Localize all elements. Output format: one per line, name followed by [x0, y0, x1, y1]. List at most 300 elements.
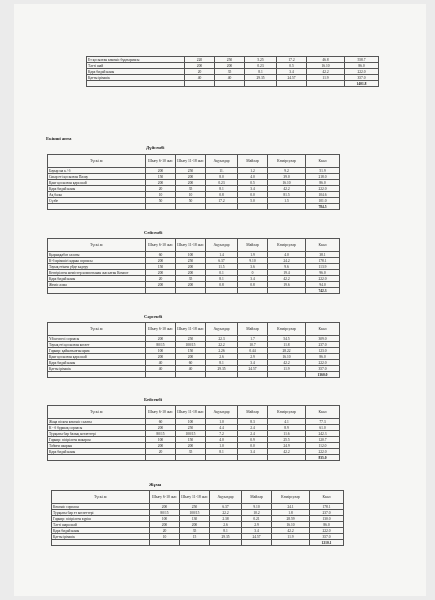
- table-cell: 10.2: [242, 510, 272, 516]
- table-cell: 22.2: [210, 510, 242, 516]
- table-cell: 86.0: [310, 522, 344, 528]
- table-cell: 242.3: [306, 431, 340, 437]
- table-cell: Қара бидай наны: [48, 449, 146, 455]
- table-cell: 8.3: [238, 419, 268, 425]
- table-cell: 222.0: [310, 528, 344, 534]
- table-cell: 113.9: [306, 264, 340, 270]
- table-cell: 10.7: [238, 342, 268, 348]
- table-cell: 250: [176, 258, 206, 264]
- table-cell: 39.0: [268, 174, 306, 180]
- table-cell: 200: [146, 258, 176, 264]
- table-cell: 1.2: [238, 168, 268, 174]
- table-cell: 5.0: [238, 198, 268, 204]
- table-cell: 112.0: [306, 443, 340, 449]
- table-cell: 10: [146, 192, 176, 198]
- table-cell: Шығу 11-18 жас: [176, 323, 206, 336]
- table-cell: 50: [146, 198, 176, 204]
- table-cell: 86.0: [345, 63, 379, 69]
- table-cell: 80/15: [150, 510, 180, 516]
- table-cell: 4.0: [268, 252, 306, 258]
- table-cell: [215, 81, 245, 87]
- table-cell: 61.0: [306, 425, 340, 431]
- table-cell: Ақуыздар: [206, 239, 238, 252]
- table-cell: Жеміс алма: [48, 282, 146, 288]
- table-cell: 150: [146, 174, 176, 180]
- table-cell: 80/15: [146, 431, 176, 437]
- total-row: [48, 204, 340, 210]
- table-cell: 220: [185, 57, 215, 63]
- table-cell: [268, 455, 306, 461]
- total-row: [87, 81, 379, 87]
- table-cell: 50: [176, 198, 206, 204]
- table-cell: Майлар: [242, 491, 272, 504]
- table-cell: 2.38: [210, 516, 242, 522]
- table-cell: 558.7: [345, 57, 379, 63]
- table-cell: 29.35: [206, 366, 238, 372]
- table-cell: К-б ирімшігі қарны сорпасы: [48, 258, 146, 264]
- table-cell: 0.1: [206, 270, 238, 276]
- table-cell: 200: [180, 522, 210, 528]
- table-cell: [238, 372, 268, 378]
- day-title: Сейсенбі: [144, 230, 163, 235]
- table-cell: 0.0: [238, 192, 268, 198]
- table-cell: [176, 455, 206, 461]
- table-cell: Ккал: [306, 323, 340, 336]
- table-cell: 237.0: [310, 510, 344, 516]
- table-cell: [185, 81, 215, 87]
- table-cell: Тәтті шара шай: [52, 522, 150, 528]
- table-cell: 1.8: [272, 510, 310, 516]
- table-cell: Ккал: [310, 491, 344, 504]
- table-cell: 200: [176, 443, 206, 449]
- table-cell: 2.6: [206, 354, 238, 360]
- table-cell: Қант қосылған қара шай: [48, 180, 146, 186]
- table-cell: 3.4: [238, 186, 268, 192]
- table-cell: 1.7: [238, 336, 268, 342]
- table-cell: 120.7: [306, 437, 340, 443]
- table-cell: 222.0: [345, 69, 379, 75]
- table-cell: Ақуыздар: [206, 155, 238, 168]
- table-cell: 16.10: [307, 63, 345, 69]
- table-cell: 218.0: [306, 174, 340, 180]
- menu-table: [47, 238, 340, 294]
- table-cell: 35: [180, 528, 210, 534]
- table-cell: 8.1: [210, 528, 242, 534]
- header-row: [48, 406, 340, 419]
- table-cell: 1210.1: [310, 540, 344, 546]
- table-cell: 8.1: [206, 449, 238, 455]
- table-cell: 200: [176, 180, 206, 186]
- table-cell: [272, 540, 310, 546]
- table-cell: 200: [146, 282, 176, 288]
- day-title: Сәрсенбі: [144, 314, 163, 319]
- table-cell: 3.6: [238, 264, 268, 270]
- header-row: [48, 155, 340, 168]
- table-cell: 200: [146, 270, 176, 276]
- table-cell: 4.4: [206, 425, 238, 431]
- table-cell: 2.6: [210, 522, 242, 528]
- table-cell: [268, 204, 306, 210]
- table-cell: 2.26: [206, 348, 238, 354]
- table-cell: 24.57: [242, 534, 272, 540]
- table-cell: 17.2: [277, 57, 307, 63]
- table-cell: 3.4: [242, 528, 272, 534]
- table-cell: Ақуыздар: [210, 491, 242, 504]
- table-cell: 222.0: [306, 186, 340, 192]
- table-cell: Түскі ас: [48, 155, 146, 168]
- table-cell: 20: [146, 276, 176, 282]
- table-cell: 19.6: [268, 282, 306, 288]
- table-cell: Қара бидай наны: [48, 276, 146, 282]
- table-cell: 100: [150, 516, 180, 522]
- table-cell: 200: [146, 180, 176, 186]
- table-cell: 357.0: [310, 534, 344, 540]
- table-cell: Көмірсулар: [268, 239, 306, 252]
- table-cell: 100: [176, 419, 206, 425]
- table-cell: 0.8: [206, 282, 238, 288]
- table-cell: [268, 288, 306, 294]
- table-cell: 7.2: [206, 431, 238, 437]
- table-cell: 8.1: [206, 186, 238, 192]
- table-cell: 6.37: [206, 258, 238, 264]
- total-row: [48, 372, 340, 378]
- table-cell: Қырыққабат салаты: [48, 252, 146, 258]
- table-cell: Түскі ас: [48, 406, 146, 419]
- table-cell: Түскі ас: [48, 239, 146, 252]
- table-cell: 24.57: [277, 75, 307, 81]
- table-cell: Қара бидай наны: [48, 360, 146, 366]
- table-cell: 16.10: [272, 522, 310, 528]
- table-cell: 20: [185, 69, 215, 75]
- menu-table-continued: [86, 56, 379, 87]
- table-cell: 17.2: [206, 198, 238, 204]
- table-cell: [206, 455, 238, 461]
- table-cell: 104.6: [306, 192, 340, 198]
- table-cell: [210, 540, 242, 546]
- table-cell: [238, 288, 268, 294]
- menu-table: [47, 154, 340, 210]
- table-cell: 0.44: [238, 348, 268, 354]
- table-cell: Шығу 6-10 жас: [150, 491, 180, 504]
- table-cell: 11.9: [268, 366, 306, 372]
- table-cell: 309.0: [306, 336, 340, 342]
- table-cell: 42.2: [272, 528, 310, 534]
- table-cell: Тауық еті қосылған котлет: [48, 342, 146, 348]
- table-cell: 222.0: [306, 360, 340, 366]
- table-cell: Кептірілген жемістер компотынан жасалған Компот: [48, 270, 146, 276]
- table-cell: Қара бидай наны: [48, 186, 146, 192]
- week-label: Екінші апта: [46, 136, 72, 141]
- table-cell: 24.57: [238, 366, 268, 372]
- table-cell: [206, 288, 238, 294]
- table-cell: 100: [176, 252, 206, 258]
- table-cell: 11.6: [268, 431, 306, 437]
- table-cell: 1.4: [206, 252, 238, 258]
- table-cell: 9.6: [268, 264, 306, 270]
- table-cell: 19.4: [268, 270, 306, 276]
- table-cell: [206, 372, 238, 378]
- total-row: [48, 455, 340, 461]
- table-cell: [277, 81, 307, 87]
- table-cell: Шығу 6-10 жас: [146, 406, 176, 419]
- table-cell: [176, 372, 206, 378]
- table-cell: 60: [146, 252, 176, 258]
- table-cell: 100: [146, 348, 176, 354]
- table-cell: 42.2: [268, 276, 306, 282]
- table-cell: 237.0: [306, 342, 340, 348]
- table-cell: 86.0: [306, 180, 340, 186]
- header-row: [52, 491, 344, 504]
- table-cell: 150: [176, 348, 206, 354]
- table-cell: 130.0: [310, 516, 344, 522]
- table-cell: 5.25: [245, 57, 277, 63]
- table-cell: [242, 540, 272, 546]
- table-cell: 0.23: [206, 180, 238, 186]
- table-cell: 3.4: [238, 449, 268, 455]
- table-cell: Түскі ас: [52, 491, 150, 504]
- table-cell: 2.9: [242, 522, 272, 528]
- table-cell: Гарнир: пісірілген күріш: [52, 516, 150, 522]
- table-cell: 200: [176, 264, 206, 270]
- table-cell: Қант қосылған қара шай: [48, 354, 146, 360]
- table-cell: 130: [180, 516, 210, 522]
- table-cell: 20: [146, 186, 176, 192]
- header-row: [48, 239, 340, 252]
- table-cell: 29.35: [210, 534, 242, 540]
- table-cell: 10: [176, 192, 206, 198]
- table-cell: 15: [180, 534, 210, 540]
- table-cell: 4.1: [268, 419, 306, 425]
- table-cell: 35: [176, 276, 206, 282]
- table-cell: 3.4: [238, 276, 268, 282]
- table-cell: 16.10: [268, 354, 306, 360]
- total-row: [48, 288, 340, 294]
- menu-table: [47, 322, 340, 378]
- table-cell: 222.0: [306, 276, 340, 282]
- table-cell: 94.0: [306, 282, 340, 288]
- table-cell: Шығу 6-10 жас: [146, 323, 176, 336]
- table-cell: 40: [146, 366, 176, 372]
- table-cell: 29.35: [245, 75, 277, 81]
- table-cell: Түскі ас: [48, 323, 146, 336]
- table-cell: 8.9: [268, 425, 306, 431]
- table-cell: 200: [146, 443, 176, 449]
- table-cell: Қара бидай наны: [52, 528, 150, 534]
- table-cell: [176, 204, 206, 210]
- day-title: Бейсенбі: [144, 397, 163, 402]
- table-cell: 20: [146, 449, 176, 455]
- table-cell: 200: [146, 168, 176, 174]
- table-cell: [268, 372, 306, 378]
- table-cell: 0.23: [245, 63, 277, 69]
- table-cell: 42.2: [268, 449, 306, 455]
- table-cell: [150, 540, 180, 546]
- table-cell: 200: [176, 174, 206, 180]
- table-cell: 24.2: [268, 258, 306, 264]
- table-cell: 77.3: [306, 419, 340, 425]
- table-cell: 0.0: [238, 443, 268, 449]
- table-cell: 40: [215, 75, 245, 81]
- table-cell: 9.10: [238, 258, 268, 264]
- table-cell: 24.1: [272, 504, 310, 510]
- table-cell: [87, 81, 185, 87]
- table-cell: 150: [146, 264, 176, 270]
- table-cell: 1.5: [268, 198, 306, 204]
- day-title: Дүйсенбі: [146, 145, 165, 150]
- table-cell: [48, 455, 146, 461]
- table-cell: 200: [176, 270, 206, 276]
- table-cell: 0.8: [238, 282, 268, 288]
- table-cell: 9.2: [268, 168, 306, 174]
- table-cell: 6.37: [210, 504, 242, 510]
- table-cell: [146, 288, 176, 294]
- table-cell: [307, 81, 345, 87]
- table-cell: Көмірсулар: [272, 491, 310, 504]
- table-cell: 11.9: [272, 534, 310, 540]
- table-cell: Шығу 11-18 жас: [176, 406, 206, 419]
- table-cell: 250: [180, 504, 210, 510]
- table-cell: 40: [146, 360, 176, 366]
- table-cell: Ккал: [306, 239, 340, 252]
- table-cell: 2.4: [238, 425, 268, 431]
- table-cell: 0.5: [277, 63, 307, 69]
- table-cell: Ккал: [306, 155, 340, 168]
- table-cell: 0.21: [242, 516, 272, 522]
- table-cell: Үй кеспесі сорпасы: [48, 336, 146, 342]
- table-cell: 101.0: [306, 198, 340, 204]
- table-cell: 80/15: [146, 342, 176, 348]
- table-cell: 178.1: [306, 258, 340, 264]
- table-cell: 42.2: [268, 360, 306, 366]
- table-cell: Көмірсулар: [268, 155, 306, 168]
- table-cell: 250: [176, 168, 206, 174]
- table-cell: [146, 372, 176, 378]
- table-cell: Гарнир: қайнатылған ярма: [48, 348, 146, 354]
- table-cell: Қатты ірімшік: [48, 366, 146, 372]
- table-cell: 28.59: [272, 516, 310, 522]
- table-cell: 11.5: [206, 264, 238, 270]
- table-cell: 200: [185, 63, 215, 69]
- table-cell: 200: [146, 425, 176, 431]
- table-cell: 51.9: [306, 168, 340, 174]
- table-cell: 100/15: [180, 510, 210, 516]
- table-cell: Тәтті шай: [87, 63, 185, 69]
- table-cell: 96.0: [306, 270, 340, 276]
- table-cell: 8.1: [206, 276, 238, 282]
- table-cell: 150: [176, 437, 206, 443]
- table-cell: 222.0: [306, 449, 340, 455]
- table-cell: Ақуыздар: [206, 323, 238, 336]
- table-cell: 25.5: [268, 437, 306, 443]
- table-cell: 16.10: [268, 180, 306, 186]
- table-cell: Майлар: [238, 406, 268, 419]
- table-cell: 357.0: [345, 75, 379, 81]
- table-cell: 42.2: [307, 69, 345, 75]
- table-cell: 1401.8: [345, 81, 379, 87]
- document-page: [14, 4, 426, 596]
- table-cell: Жаңа піскен көкөніс салаты: [48, 419, 146, 425]
- table-cell: 178.1: [310, 504, 344, 510]
- table-cell: 2.9: [238, 354, 268, 360]
- table-cell: 3.4: [238, 360, 268, 366]
- table-cell: Туұқыты бар балық котлеттері: [48, 431, 146, 437]
- table-cell: 1360.0: [306, 372, 340, 378]
- table-cell: Туұқыты бар ет котлеттері: [52, 510, 150, 516]
- table-cell: 8.1: [206, 360, 238, 366]
- table-cell: 11.8: [268, 342, 306, 348]
- menu-table: [47, 405, 340, 461]
- table-cell: 742.3: [306, 288, 340, 294]
- table-cell: 200: [146, 336, 176, 342]
- table-cell: Шығу 6-10 жас: [146, 155, 176, 168]
- table-cell: 200: [176, 354, 206, 360]
- table-cell: [176, 288, 206, 294]
- table-cell: [245, 81, 277, 87]
- table-cell: 86.0: [306, 354, 340, 360]
- header-row: [48, 323, 340, 336]
- table-cell: Шығу 11-18 жас: [176, 239, 206, 252]
- table-cell: 10: [150, 534, 180, 540]
- table-cell: 250: [176, 425, 206, 431]
- table-cell: Ет қосылған көкөніс бұқтырмасы: [87, 57, 185, 63]
- table-cell: Сиыр еті қосылған Палау: [48, 174, 146, 180]
- table-cell: 100/15: [176, 431, 206, 437]
- table-cell: Гарнир: пісірілген макарон: [48, 437, 146, 443]
- table-cell: [48, 288, 146, 294]
- table-cell: Қатты ірімшік: [87, 75, 185, 81]
- table-cell: Бауыр ма к / б: [48, 168, 146, 174]
- table-cell: 38.1: [306, 252, 340, 258]
- table-cell: 11.: [206, 168, 238, 174]
- table-cell: Ақ балы: [48, 192, 146, 198]
- table-cell: 22.2: [206, 342, 238, 348]
- table-cell: 4.0: [238, 174, 268, 180]
- table-cell: 35: [176, 186, 206, 192]
- table-cell: Көмірсулар: [268, 406, 306, 419]
- table-cell: 0: [238, 270, 268, 276]
- table-cell: Табиғи шырын: [48, 443, 146, 449]
- day-title: Жұма: [149, 482, 162, 487]
- table-cell: 784.5: [306, 204, 340, 210]
- table-cell: Қара бидай наны: [87, 69, 185, 75]
- table-cell: 2.4: [238, 431, 268, 437]
- table-cell: 200: [215, 63, 245, 69]
- table-cell: 100/15: [176, 342, 206, 348]
- table-cell: Қатты ірімшік: [52, 534, 150, 540]
- table-cell: 46.8: [307, 57, 345, 63]
- table-cell: [238, 204, 268, 210]
- table-cell: Шығу 11-18 жас: [176, 155, 206, 168]
- table-cell: 0.5: [238, 180, 268, 186]
- table-cell: 357.0: [306, 366, 340, 372]
- table-cell: 1.9: [238, 252, 268, 258]
- table-cell: [146, 455, 176, 461]
- table-cell: 8.1: [245, 69, 277, 75]
- table-cell: Көкөніс сорпасы: [52, 504, 150, 510]
- table-cell: 0.9: [238, 437, 268, 443]
- table-cell: 200: [146, 354, 176, 360]
- table-cell: 1.0: [206, 419, 238, 425]
- table-cell: 40: [176, 366, 206, 372]
- table-cell: 60: [146, 419, 176, 425]
- table-cell: 54.5: [268, 336, 306, 342]
- table-cell: Майлар: [238, 239, 268, 252]
- table-cell: 200: [150, 504, 180, 510]
- total-row: [52, 540, 344, 546]
- table-cell: 8.0: [206, 174, 238, 180]
- table-cell: 100: [146, 437, 176, 443]
- table-cell: 200: [176, 282, 206, 288]
